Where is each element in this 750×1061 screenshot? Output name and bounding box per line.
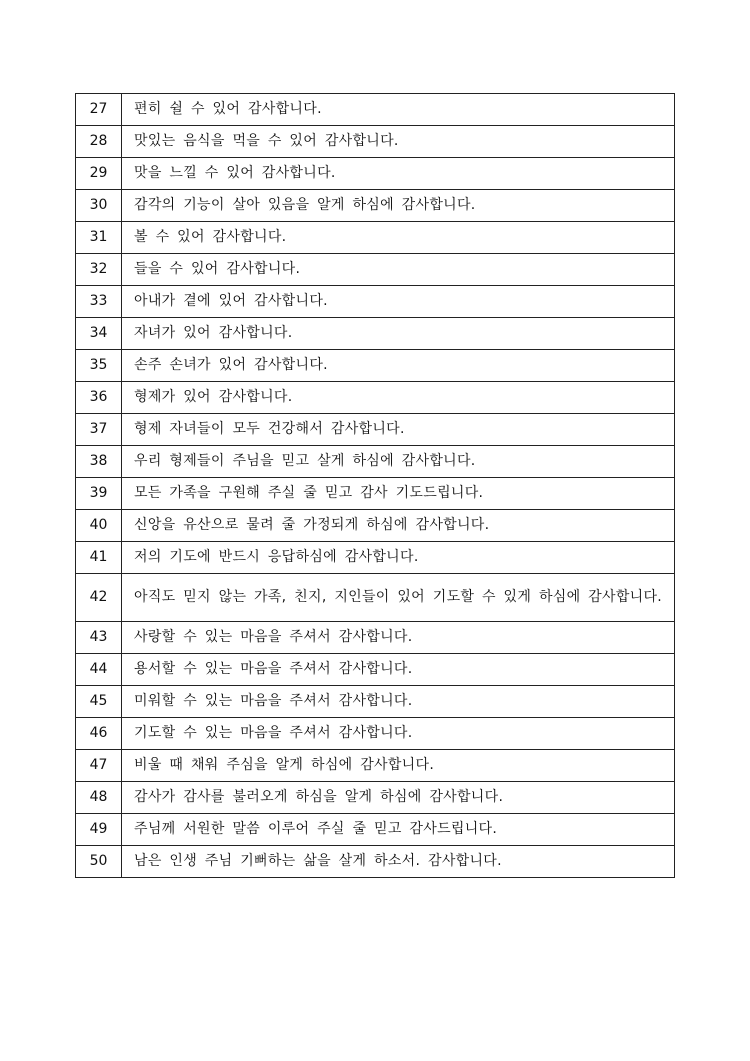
table-row — [76, 222, 675, 254]
row-text: 미워할 수 있는 마음을 주셔서 감사합니다. — [122, 686, 675, 718]
row-text: 감각의 기능이 살아 있음을 알게 하심에 감사합니다. — [122, 190, 675, 222]
row-text: 신앙을 유산으로 물려 줄 가정되게 하심에 감사합니다. — [122, 510, 675, 542]
row-text: 감사가 감사를 불러오게 하심을 알게 하심에 감사합니다. — [122, 782, 675, 814]
table-row — [76, 510, 675, 542]
table-row — [76, 654, 675, 686]
table-row — [76, 782, 675, 814]
table-row — [76, 414, 675, 446]
table-row — [76, 574, 675, 622]
row-number: 46 — [76, 718, 122, 750]
row-text: 남은 인생 주님 기뻐하는 삶을 살게 하소서. 감사합니다. — [122, 846, 675, 878]
row-number: 48 — [76, 782, 122, 814]
row-text: 비울 때 채워 주심을 알게 하심에 감사합니다. — [122, 750, 675, 782]
row-number: 39 — [76, 478, 122, 510]
row-number: 41 — [76, 542, 122, 574]
table-row — [76, 814, 675, 846]
table-row — [76, 350, 675, 382]
row-text: 저의 기도에 반드시 응답하심에 감사합니다. — [122, 542, 675, 574]
row-number: 33 — [76, 286, 122, 318]
row-text: 형제 자녀들이 모두 건강해서 감사합니다. — [122, 414, 675, 446]
row-number: 43 — [76, 622, 122, 654]
row-text: 자녀가 있어 감사합니다. — [122, 318, 675, 350]
row-number: 35 — [76, 350, 122, 382]
table-row — [76, 718, 675, 750]
row-text: 모든 가족을 구원해 주실 줄 믿고 감사 기도드립니다. — [122, 478, 675, 510]
row-number: 49 — [76, 814, 122, 846]
row-text: 들을 수 있어 감사합니다. — [122, 254, 675, 286]
row-number: 47 — [76, 750, 122, 782]
row-number: 28 — [76, 126, 122, 158]
table-row — [76, 478, 675, 510]
row-number: 40 — [76, 510, 122, 542]
table-row — [76, 446, 675, 478]
table-row — [76, 286, 675, 318]
row-number: 36 — [76, 382, 122, 414]
table-row — [76, 686, 675, 718]
table-row — [76, 382, 675, 414]
table-row — [76, 126, 675, 158]
row-number: 32 — [76, 254, 122, 286]
table-row — [76, 542, 675, 574]
row-number: 34 — [76, 318, 122, 350]
table-row — [76, 158, 675, 190]
table-row — [76, 318, 675, 350]
table-row — [76, 622, 675, 654]
gratitude-table — [75, 93, 675, 878]
table-row — [76, 750, 675, 782]
row-text: 맛있는 음식을 먹을 수 있어 감사합니다. — [122, 126, 675, 158]
row-text: 맛을 느낄 수 있어 감사합니다. — [122, 158, 675, 190]
row-number: 30 — [76, 190, 122, 222]
table-row — [76, 94, 675, 126]
row-number: 38 — [76, 446, 122, 478]
row-text: 볼 수 있어 감사합니다. — [122, 222, 675, 254]
row-text: 손주 손녀가 있어 감사합니다. — [122, 350, 675, 382]
row-text: 아직도 믿지 않는 가족, 친지, 지인들이 있어 기도할 수 있게 하심에 감사합니다. — [122, 574, 675, 622]
row-number: 44 — [76, 654, 122, 686]
row-number: 45 — [76, 686, 122, 718]
table-row — [76, 846, 675, 878]
row-number: 37 — [76, 414, 122, 446]
row-number: 50 — [76, 846, 122, 878]
row-text: 우리 형제들이 주님을 믿고 살게 하심에 감사합니다. — [122, 446, 675, 478]
row-number: 29 — [76, 158, 122, 190]
row-number: 27 — [76, 94, 122, 126]
row-text: 주님께 서원한 말씀 이루어 주실 줄 믿고 감사드립니다. — [122, 814, 675, 846]
row-text: 기도할 수 있는 마음을 주셔서 감사합니다. — [122, 718, 675, 750]
row-text: 사랑할 수 있는 마음을 주셔서 감사합니다. — [122, 622, 675, 654]
table-row — [76, 254, 675, 286]
row-number: 31 — [76, 222, 122, 254]
row-text: 형제가 있어 감사합니다. — [122, 382, 675, 414]
row-text: 용서할 수 있는 마음을 주셔서 감사합니다. — [122, 654, 675, 686]
table-row — [76, 190, 675, 222]
row-text: 아내가 곁에 있어 감사합니다. — [122, 286, 675, 318]
row-text: 편히 쉴 수 있어 감사합니다. — [122, 94, 675, 126]
row-number: 42 — [76, 574, 122, 622]
